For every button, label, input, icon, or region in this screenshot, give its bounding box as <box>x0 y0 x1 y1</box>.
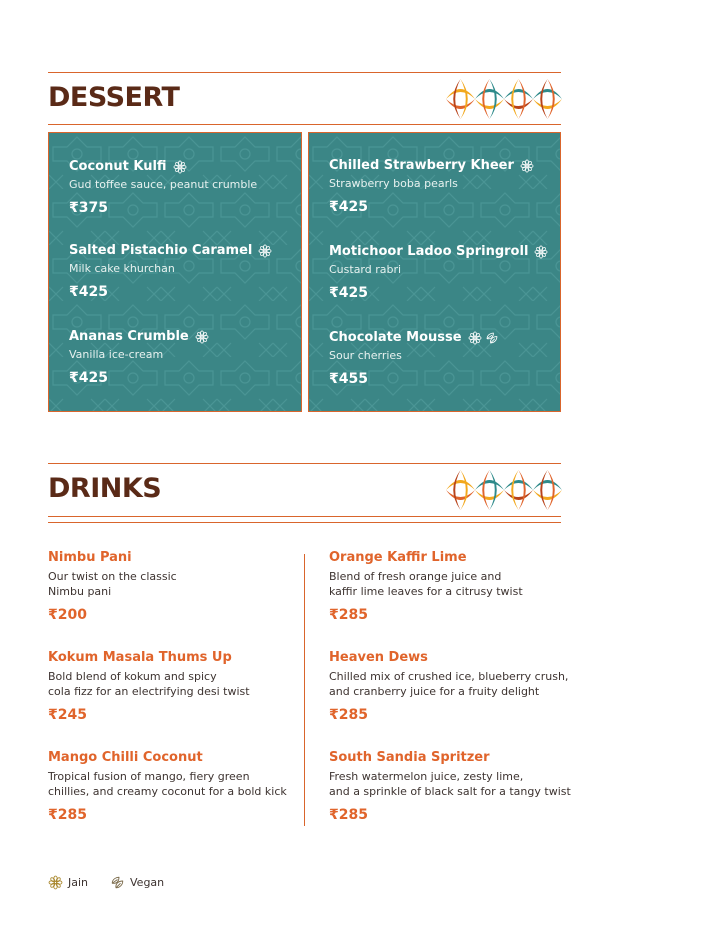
drink-item-name: South Sandia Spritzer <box>329 750 490 765</box>
drink-item-name: Mango Chilli Coconut <box>48 750 203 765</box>
vegan-icon <box>485 331 499 345</box>
drinks-bottom-rule <box>48 516 561 517</box>
dessert-item-description: Strawberry boba pearls <box>329 177 458 190</box>
jain-icon <box>520 159 534 173</box>
dessert-item-price: ₹425 <box>329 285 368 301</box>
dessert-top-rule <box>48 72 561 73</box>
drink-item <box>329 550 579 623</box>
drink-item-name: Orange Kaffir Lime <box>329 550 467 565</box>
dessert-item-name: Chocolate Mousse <box>329 330 462 345</box>
drink-item <box>329 750 579 823</box>
dietary-legend <box>48 875 164 889</box>
drink-item <box>48 750 298 823</box>
drink-item-price: ₹245 <box>48 707 87 723</box>
drink-item-description-line: Bold blend of kokum and spicy <box>48 670 217 683</box>
dessert-item <box>329 158 550 215</box>
dessert-item-name: Salted Pistachio Caramel <box>69 243 253 258</box>
jain-icon <box>468 331 482 345</box>
dessert-item-name: Motichoor Ladoo Springroll <box>329 244 529 259</box>
dessert-item-price: ₹425 <box>69 284 108 300</box>
dessert-item <box>69 243 291 300</box>
jain-icon <box>48 875 62 889</box>
drink-item-description-line: cola fizz for an electrifying desi twist <box>48 685 250 698</box>
drinks-column-divider <box>304 554 305 826</box>
dessert-title: DESSERT <box>48 82 180 113</box>
drink-item-price: ₹285 <box>329 807 368 823</box>
drink-item-description-line: Nimbu pani <box>48 585 112 598</box>
drink-item-description-line: and a sprinkle of black salt for a tangy twist <box>329 785 571 798</box>
dessert-item-name: Ananas Crumble <box>69 329 189 344</box>
jain-icon <box>534 245 548 259</box>
dessert-item <box>329 330 550 387</box>
drink-item-description-line: and cranberry juice for a fruity delight <box>329 685 540 698</box>
dessert-item-description: Sour cherries <box>329 349 402 362</box>
dessert-item-name: Chilled Strawberry Kheer <box>329 158 514 173</box>
drink-item-description-line: Fresh watermelon juice, zesty lime, <box>329 770 524 783</box>
dessert-card-left <box>48 132 302 412</box>
drink-item-name: Kokum Masala Thums Up <box>48 650 232 665</box>
jain-icon <box>258 244 272 258</box>
drink-item <box>329 650 579 723</box>
jain-icon <box>173 160 187 174</box>
drinks-bottom-rule-2 <box>48 522 561 523</box>
drink-item <box>48 650 298 723</box>
dessert-item-description: Gud toffee sauce, peanut crumble <box>69 178 258 191</box>
drink-item-name: Nimbu Pani <box>48 550 132 565</box>
dessert-motif-decoration <box>446 79 562 119</box>
drinks-motif-decoration <box>446 470 562 510</box>
legend-vegan-label: Vegan <box>130 875 165 889</box>
drinks-title: DRINKS <box>48 473 162 504</box>
dessert-item-price: ₹455 <box>329 371 368 387</box>
dessert-item-description: Milk cake khurchan <box>69 262 175 275</box>
vegan-icon <box>110 875 124 889</box>
drink-item-description-line: Blend of fresh orange juice and <box>329 570 502 583</box>
drink-item-price: ₹285 <box>48 807 87 823</box>
drink-item-price: ₹200 <box>48 607 87 623</box>
drink-item-price: ₹285 <box>329 607 368 623</box>
dessert-item-name: Coconut Kulfi <box>69 159 167 174</box>
drink-item-description-line: Chilled mix of crushed ice, blueberry crush, <box>329 670 569 683</box>
dessert-card-right <box>308 132 561 412</box>
drink-item-description-line: Tropical fusion of mango, fiery green <box>48 770 250 783</box>
dessert-item <box>69 159 291 216</box>
dessert-item <box>69 329 291 386</box>
drink-item-description-line: Our twist on the classic <box>48 570 177 583</box>
dessert-item-price: ₹425 <box>329 199 368 215</box>
drink-item-price: ₹285 <box>329 707 368 723</box>
dessert-item-price: ₹425 <box>69 370 108 386</box>
legend-jain-label: Jain <box>68 875 89 889</box>
dessert-item-price: ₹375 <box>69 200 108 216</box>
dessert-item-description: Custard rabri <box>329 263 402 276</box>
jain-icon <box>195 330 209 344</box>
drink-item <box>48 550 298 623</box>
dessert-item-description: Vanilla ice-cream <box>69 348 164 361</box>
dessert-bottom-rule <box>48 124 561 125</box>
drink-item-description-line: kaffir lime leaves for a citrusy twist <box>329 585 523 598</box>
drink-item-description-line: chillies, and creamy coconut for a bold kick <box>48 785 287 798</box>
drinks-top-rule <box>48 463 561 464</box>
dessert-item <box>329 244 550 301</box>
drink-item-name: Heaven Dews <box>329 650 428 665</box>
